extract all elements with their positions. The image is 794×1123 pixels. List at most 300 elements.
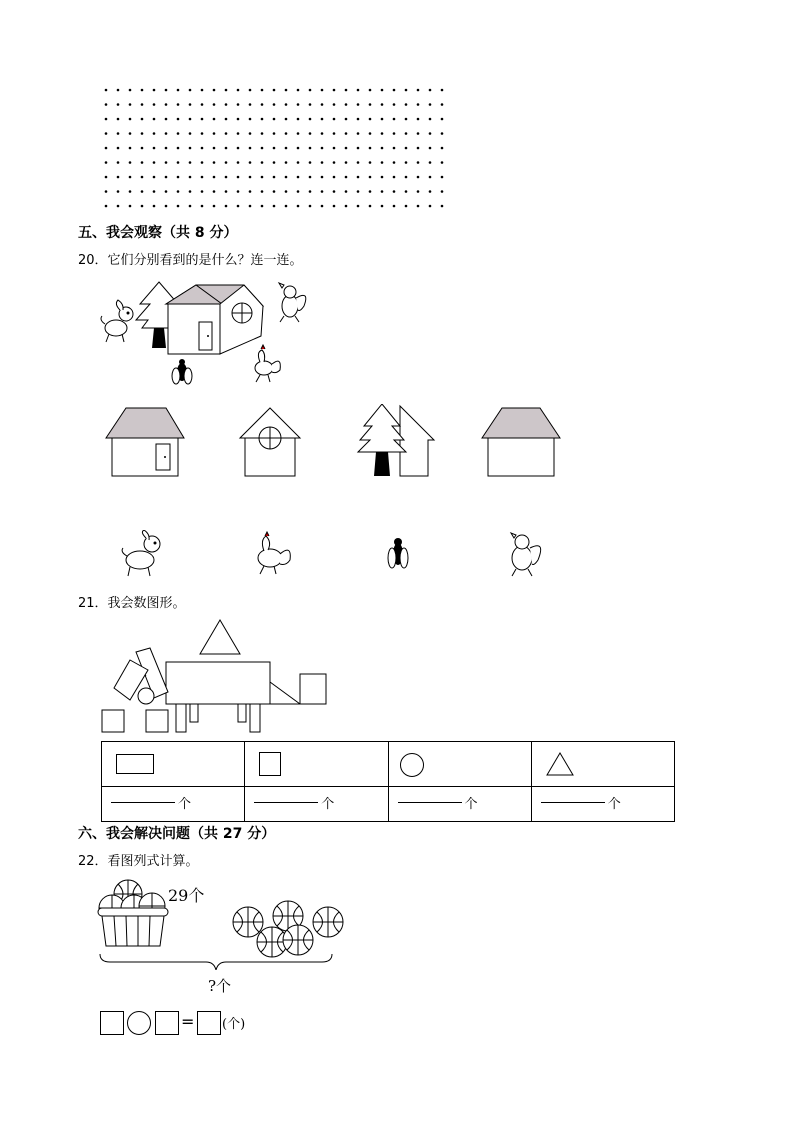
grid-dot bbox=[165, 161, 168, 164]
grid-dot bbox=[429, 118, 432, 121]
grid-dot bbox=[393, 118, 396, 121]
grid-dot bbox=[249, 205, 252, 208]
grid-dot bbox=[309, 190, 312, 193]
grid-dot bbox=[285, 190, 288, 193]
grid-dot bbox=[153, 147, 156, 150]
grid-dot bbox=[441, 147, 444, 150]
grid-dot bbox=[261, 118, 264, 121]
grid-dot bbox=[261, 103, 264, 106]
grid-dot bbox=[357, 147, 360, 150]
grid-dot bbox=[417, 190, 420, 193]
grid-dot bbox=[309, 161, 312, 164]
grid-dot bbox=[273, 176, 276, 179]
grid-dot bbox=[357, 132, 360, 135]
grid-dot bbox=[237, 118, 240, 121]
grid-dot bbox=[369, 89, 372, 92]
grid-dot bbox=[357, 176, 360, 179]
grid-dot bbox=[141, 147, 144, 150]
grid-dot bbox=[105, 89, 108, 92]
grid-dot bbox=[189, 89, 192, 92]
square-shape-icon bbox=[259, 752, 281, 776]
grid-dot bbox=[105, 118, 108, 121]
unit-label: 个 bbox=[321, 797, 335, 812]
equals-sign: = bbox=[181, 1012, 195, 1031]
grid-dot bbox=[285, 89, 288, 92]
grid-dot bbox=[417, 161, 420, 164]
grid-dot bbox=[285, 176, 288, 179]
grid-dot bbox=[237, 103, 240, 106]
grid-dot bbox=[261, 190, 264, 193]
grid-dot bbox=[177, 161, 180, 164]
grid-dot bbox=[345, 132, 348, 135]
grid-dot bbox=[189, 190, 192, 193]
dot-grid bbox=[100, 86, 452, 210]
grid-dot bbox=[141, 176, 144, 179]
grid-dot bbox=[441, 89, 444, 92]
basket-count-label: 29个 bbox=[168, 886, 205, 905]
squirrel-icon bbox=[511, 533, 541, 576]
grid-dot bbox=[129, 118, 132, 121]
answer-blank[interactable] bbox=[254, 801, 318, 803]
grid-dot bbox=[393, 132, 396, 135]
table-cell-rectangle bbox=[102, 742, 245, 787]
rooster-icon bbox=[255, 345, 280, 382]
view-front-door bbox=[106, 408, 184, 476]
grid-dot bbox=[249, 118, 252, 121]
shape-count-table bbox=[101, 741, 675, 822]
grid-dot bbox=[105, 147, 108, 150]
grid-dot bbox=[321, 118, 324, 121]
grid-dot bbox=[333, 147, 336, 150]
grid-dot bbox=[297, 103, 300, 106]
grid-dot bbox=[381, 147, 384, 150]
grid-dot bbox=[309, 147, 312, 150]
unit-label: 个 bbox=[464, 797, 478, 812]
view-tree-house bbox=[358, 404, 434, 476]
grid-dot bbox=[381, 89, 384, 92]
grid-dot bbox=[393, 190, 396, 193]
grid-dot bbox=[357, 205, 360, 208]
grid-dot bbox=[201, 132, 204, 135]
grid-dot bbox=[297, 176, 300, 179]
figure-body-rectangle bbox=[166, 662, 270, 704]
grid-dot bbox=[333, 132, 336, 135]
grid-dot bbox=[285, 132, 288, 135]
grid-dot bbox=[105, 205, 108, 208]
equation-box-first[interactable] bbox=[100, 1011, 124, 1035]
grid-dot bbox=[225, 132, 228, 135]
basketball-figure bbox=[94, 878, 344, 970]
squirrel-icon bbox=[279, 283, 306, 322]
grid-dot bbox=[429, 132, 432, 135]
unit-label: 个 bbox=[178, 797, 192, 812]
grid-dot bbox=[165, 205, 168, 208]
grid-dot bbox=[297, 89, 300, 92]
question-22-text: 22．看图列式计算。 bbox=[78, 854, 199, 869]
grid-dot bbox=[117, 147, 120, 150]
grid-dot bbox=[393, 147, 396, 150]
grid-dot bbox=[333, 190, 336, 193]
q20-animals bbox=[112, 530, 552, 580]
grid-dot bbox=[381, 103, 384, 106]
grid-dot bbox=[105, 161, 108, 164]
grid-dot bbox=[345, 161, 348, 164]
grid-dot bbox=[309, 103, 312, 106]
grid-dot bbox=[237, 147, 240, 150]
grid-dot bbox=[153, 205, 156, 208]
grid-dot bbox=[417, 132, 420, 135]
q20-views bbox=[104, 404, 564, 482]
grid-dot bbox=[429, 89, 432, 92]
answer-blank[interactable] bbox=[398, 801, 462, 803]
grid-dot bbox=[297, 190, 300, 193]
grid-dot bbox=[357, 89, 360, 92]
grid-dot bbox=[441, 161, 444, 164]
grid-dot bbox=[213, 176, 216, 179]
grid-dot bbox=[357, 118, 360, 121]
answer-blank[interactable] bbox=[111, 801, 175, 803]
grid-dot bbox=[201, 118, 204, 121]
grid-dot bbox=[405, 190, 408, 193]
grid-dot bbox=[417, 118, 420, 121]
grid-dot bbox=[177, 118, 180, 121]
grid-dot bbox=[273, 190, 276, 193]
grid-dot bbox=[369, 176, 372, 179]
grid-dot bbox=[189, 161, 192, 164]
grid-dot bbox=[249, 190, 252, 193]
grid-dot bbox=[345, 176, 348, 179]
grid-dot bbox=[273, 161, 276, 164]
grid-dot bbox=[189, 176, 192, 179]
grid-dot bbox=[249, 103, 252, 106]
grid-dot bbox=[321, 132, 324, 135]
grid-dot bbox=[189, 103, 192, 106]
grid-dot bbox=[333, 176, 336, 179]
grid-dot bbox=[441, 132, 444, 135]
grid-dot bbox=[261, 176, 264, 179]
grid-dot bbox=[117, 205, 120, 208]
triangle-shape-icon bbox=[546, 752, 574, 776]
grid-dot bbox=[321, 161, 324, 164]
grid-dot bbox=[249, 161, 252, 164]
grid-dot bbox=[429, 147, 432, 150]
grid-dot bbox=[345, 89, 348, 92]
grid-dot bbox=[333, 103, 336, 106]
grid-dot bbox=[261, 205, 264, 208]
grid-dot bbox=[321, 89, 324, 92]
grid-dot bbox=[441, 190, 444, 193]
grid-dot bbox=[225, 89, 228, 92]
grid-dot bbox=[297, 147, 300, 150]
grid-dot bbox=[189, 205, 192, 208]
grid-dot bbox=[153, 176, 156, 179]
answer-cell-triangle[interactable] bbox=[531, 787, 674, 822]
grid-dot bbox=[189, 118, 192, 121]
grid-dot bbox=[333, 161, 336, 164]
grid-dot bbox=[141, 161, 144, 164]
grid-dot bbox=[129, 176, 132, 179]
grid-dot bbox=[369, 205, 372, 208]
rectangle-shape-icon bbox=[116, 754, 154, 774]
grid-dot bbox=[309, 118, 312, 121]
grid-dot bbox=[393, 205, 396, 208]
unit-label: 个 bbox=[607, 797, 621, 812]
grid-dot bbox=[393, 176, 396, 179]
grid-dot bbox=[405, 118, 408, 121]
grid-dot bbox=[417, 147, 420, 150]
circle-shape-icon bbox=[400, 753, 424, 777]
equation-unit: (个) bbox=[222, 1017, 246, 1032]
equation-box-second[interactable] bbox=[155, 1011, 179, 1035]
grid-dot bbox=[141, 103, 144, 106]
grid-dot bbox=[201, 103, 204, 106]
grid-dot bbox=[237, 176, 240, 179]
grid-dot bbox=[213, 132, 216, 135]
grid-dot bbox=[129, 147, 132, 150]
figure-circle bbox=[138, 688, 154, 704]
grid-dot bbox=[201, 190, 204, 193]
grid-dot bbox=[153, 118, 156, 121]
grid-dot bbox=[285, 103, 288, 106]
basketball-icon bbox=[257, 927, 287, 957]
grid-dot bbox=[153, 190, 156, 193]
grid-dot bbox=[429, 161, 432, 164]
grid-dot bbox=[273, 103, 276, 106]
grid-dot bbox=[177, 205, 180, 208]
dog-icon bbox=[122, 530, 160, 576]
grid-dot bbox=[261, 89, 264, 92]
grid-dot bbox=[333, 118, 336, 121]
grid-dot bbox=[393, 89, 396, 92]
grid-dot bbox=[405, 103, 408, 106]
grid-dot bbox=[273, 118, 276, 121]
grid-dot bbox=[225, 205, 228, 208]
grid-dot bbox=[153, 161, 156, 164]
grid-dot bbox=[225, 118, 228, 121]
basket-icon bbox=[98, 908, 168, 946]
grid-dot bbox=[309, 132, 312, 135]
grid-dot bbox=[117, 103, 120, 106]
basketball-icon bbox=[313, 907, 343, 937]
grid-dot bbox=[189, 147, 192, 150]
grid-dot bbox=[105, 176, 108, 179]
dog-icon bbox=[101, 300, 133, 342]
grid-dot bbox=[153, 103, 156, 106]
house-icon bbox=[166, 285, 263, 354]
grid-dot bbox=[165, 176, 168, 179]
grid-dot bbox=[177, 176, 180, 179]
grid-dot bbox=[237, 205, 240, 208]
grid-dot bbox=[333, 89, 336, 92]
grid-dot bbox=[381, 118, 384, 121]
grid-dot bbox=[345, 118, 348, 121]
grid-dot bbox=[141, 89, 144, 92]
grid-dot bbox=[213, 147, 216, 150]
grid-dot bbox=[117, 190, 120, 193]
grid-dot bbox=[117, 132, 120, 135]
grid-dot bbox=[417, 176, 420, 179]
grid-dot bbox=[141, 132, 144, 135]
grid-dot bbox=[105, 132, 108, 135]
grid-dot bbox=[165, 190, 168, 193]
basketball-icon bbox=[233, 907, 263, 937]
grid-dot bbox=[261, 147, 264, 150]
equation-box-result[interactable] bbox=[197, 1011, 221, 1035]
answer-blank[interactable] bbox=[541, 801, 605, 803]
grid-dot bbox=[345, 205, 348, 208]
grid-dot bbox=[249, 132, 252, 135]
grid-dot bbox=[429, 103, 432, 106]
grid-dot bbox=[441, 118, 444, 121]
grid-dot bbox=[441, 205, 444, 208]
grid-dot bbox=[405, 147, 408, 150]
answer-cell-rectangle[interactable] bbox=[102, 787, 245, 822]
grid-dot bbox=[333, 205, 336, 208]
q20-scene bbox=[96, 276, 316, 388]
grid-dot bbox=[201, 147, 204, 150]
grid-dot bbox=[297, 132, 300, 135]
grid-dot bbox=[249, 89, 252, 92]
view-back bbox=[482, 408, 560, 476]
grid-dot bbox=[117, 176, 120, 179]
grid-dot bbox=[165, 103, 168, 106]
question-21-text: 21．我会数图形。 bbox=[78, 596, 186, 611]
grid-dot bbox=[321, 103, 324, 106]
grid-dot bbox=[429, 205, 432, 208]
grid-dot bbox=[357, 161, 360, 164]
grid-dot bbox=[213, 103, 216, 106]
grid-dot bbox=[225, 190, 228, 193]
grid-dot bbox=[285, 118, 288, 121]
grid-dot bbox=[129, 190, 132, 193]
grid-dot bbox=[237, 161, 240, 164]
grid-dot bbox=[237, 190, 240, 193]
grid-dot bbox=[177, 132, 180, 135]
grid-dot bbox=[297, 161, 300, 164]
fly-icon bbox=[388, 538, 408, 568]
basketball-icon bbox=[283, 925, 313, 955]
grid-dot bbox=[213, 205, 216, 208]
grid-dot bbox=[309, 89, 312, 92]
grid-dot bbox=[129, 89, 132, 92]
grid-dot bbox=[153, 89, 156, 92]
grid-dot bbox=[129, 161, 132, 164]
grid-dot bbox=[369, 147, 372, 150]
grid-dot bbox=[225, 176, 228, 179]
grid-dot bbox=[321, 147, 324, 150]
answer-cell-circle[interactable] bbox=[388, 787, 531, 822]
grid-dot bbox=[129, 132, 132, 135]
shape-animal-figure bbox=[100, 618, 332, 736]
grid-dot bbox=[273, 205, 276, 208]
grid-dot bbox=[369, 103, 372, 106]
rooster-icon bbox=[258, 532, 290, 574]
grid-dot bbox=[213, 161, 216, 164]
grid-dot bbox=[177, 190, 180, 193]
grid-dot bbox=[345, 190, 348, 193]
grid-dot bbox=[381, 190, 384, 193]
grid-dot bbox=[237, 132, 240, 135]
grid-dot bbox=[405, 89, 408, 92]
grid-dot bbox=[309, 176, 312, 179]
total-brace bbox=[100, 954, 332, 970]
view-side-window bbox=[240, 408, 300, 476]
table-cell-circle bbox=[388, 742, 531, 787]
grid-dot bbox=[357, 190, 360, 193]
grid-dot bbox=[201, 176, 204, 179]
grid-dot bbox=[393, 161, 396, 164]
grid-dot bbox=[273, 147, 276, 150]
grid-dot bbox=[297, 205, 300, 208]
grid-dot bbox=[201, 161, 204, 164]
grid-dot bbox=[381, 176, 384, 179]
grid-dot bbox=[405, 161, 408, 164]
grid-dot bbox=[321, 190, 324, 193]
grid-dot bbox=[201, 89, 204, 92]
grid-dot bbox=[429, 190, 432, 193]
grid-dot bbox=[117, 89, 120, 92]
grid-dot bbox=[369, 161, 372, 164]
grid-dot bbox=[261, 132, 264, 135]
grid-dot bbox=[345, 103, 348, 106]
grid-dot bbox=[273, 89, 276, 92]
grid-dot bbox=[369, 118, 372, 121]
grid-dot bbox=[213, 118, 216, 121]
grid-dot bbox=[165, 89, 168, 92]
grid-dot bbox=[417, 205, 420, 208]
grid-dot bbox=[225, 161, 228, 164]
grid-dot bbox=[273, 132, 276, 135]
grid-dot bbox=[321, 176, 324, 179]
grid-dot bbox=[117, 161, 120, 164]
grid-dot bbox=[141, 205, 144, 208]
grid-dot bbox=[165, 118, 168, 121]
grid-dot bbox=[213, 190, 216, 193]
grid-dot bbox=[201, 205, 204, 208]
equation-operator-circle[interactable] bbox=[127, 1011, 151, 1035]
grid-dot bbox=[249, 147, 252, 150]
grid-dot bbox=[177, 103, 180, 106]
fly-icon bbox=[172, 359, 192, 384]
grid-dot bbox=[345, 147, 348, 150]
grid-dot bbox=[369, 190, 372, 193]
grid-dot bbox=[405, 132, 408, 135]
grid-dot bbox=[297, 118, 300, 121]
table-cell-triangle bbox=[531, 742, 674, 787]
grid-dot bbox=[369, 132, 372, 135]
grid-dot bbox=[441, 176, 444, 179]
grid-dot bbox=[417, 89, 420, 92]
grid-dot bbox=[213, 89, 216, 92]
grid-dot bbox=[357, 103, 360, 106]
grid-dot bbox=[381, 205, 384, 208]
grid-dot bbox=[141, 118, 144, 121]
grid-dot bbox=[393, 103, 396, 106]
question-20-text: 20．它们分别看到的是什么？连一连。 bbox=[78, 253, 303, 268]
grid-dot bbox=[261, 161, 264, 164]
grid-dot bbox=[381, 161, 384, 164]
grid-dot bbox=[285, 147, 288, 150]
table-cell-square bbox=[245, 742, 388, 787]
grid-dot bbox=[225, 147, 228, 150]
grid-dot bbox=[441, 103, 444, 106]
grid-dot bbox=[165, 147, 168, 150]
section-heading-problems: 六、我会解决问题（共 27 分） bbox=[78, 826, 276, 842]
answer-cell-square[interactable] bbox=[245, 787, 388, 822]
grid-dot bbox=[321, 205, 324, 208]
grid-dot bbox=[117, 118, 120, 121]
grid-dot bbox=[249, 176, 252, 179]
